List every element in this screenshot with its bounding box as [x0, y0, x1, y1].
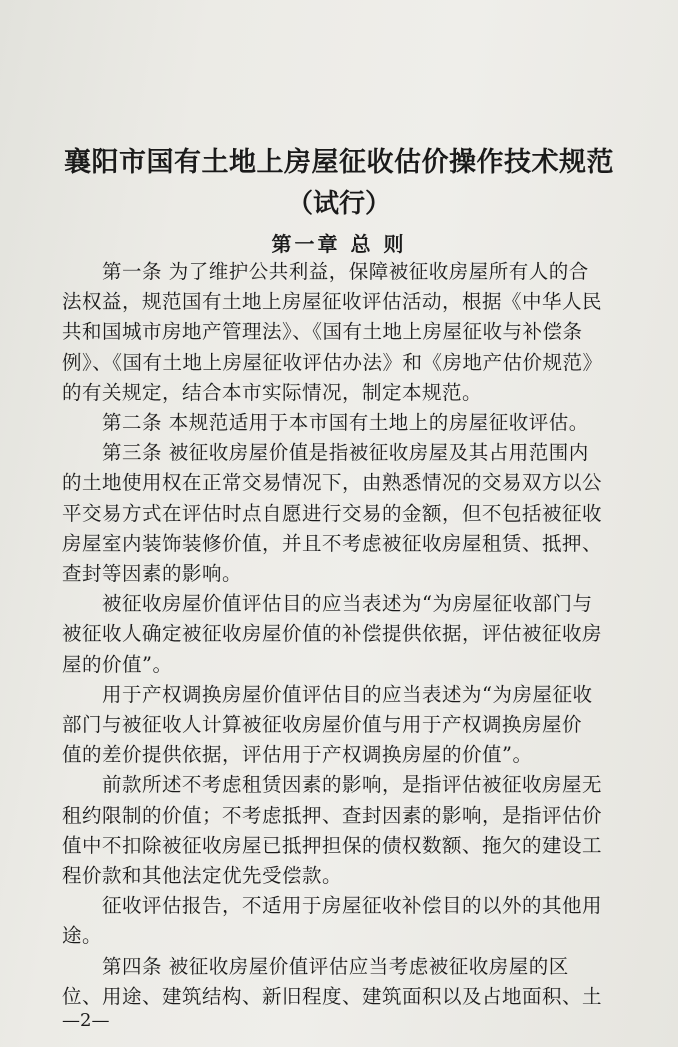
body-line: 值中不扣除被征收房屋已抵押担保的债权数额、拖欠的建设工 — [62, 833, 603, 857]
body-line: 查封等因素的影响。 — [62, 562, 243, 585]
body-line: 途。 — [62, 924, 103, 948]
body-line: 法权益，规范国有土地上房屋征收评估活动，根据《中华人民 — [62, 290, 603, 314]
body-line: 前款所述不考虑租赁因素的影响，是指评估被征收房屋无 — [102, 773, 603, 797]
body-line: 程价款和其他法定优先受偿款。 — [62, 864, 343, 887]
body-line: 第三条 被征收房屋价值是指被征收房屋及其占用范围内 — [102, 441, 589, 465]
body-line: 平交易方式在评估时点自愿进行交易的金额，但不包括被征收 — [62, 501, 603, 525]
body-line: 用于产权调换房屋价值评估目的应当表述为“为房屋征收 — [102, 682, 593, 706]
body-line: 第四条 被征收房屋价值评估应当考虑被征收房屋的区 — [102, 954, 569, 978]
document-title: 襄阳市国有土地上房屋征收估价操作技术规范 — [64, 147, 614, 178]
body-line: 征收评估报告，不适用于房屋征收补偿目的以外的其他用 — [102, 894, 603, 918]
body-line: 第一条 为了维护公共利益，保障被征收房屋所有人的合 — [102, 260, 589, 283]
body-line: 被征收人确定被征收房屋价值的补偿提供依据，评估被征收房 — [62, 622, 603, 646]
body-line: 值的差价提供依据，评估用于产权调换房屋的价值”。 — [62, 743, 533, 767]
body-line: 例》、《国有土地上房屋征收评估办法》和《房地产估价规范》 — [62, 350, 603, 374]
body-line: 被征收房屋价值评估目的应当表述为“为房屋征收部门与 — [102, 592, 593, 616]
body-line: 第二条 本规范适用于本市国有土地上的房屋征收评估。 — [102, 411, 589, 434]
body-line: 租约限制的价值；不考虑抵押、查封因素的影响，是指评估价 — [62, 803, 603, 827]
body-line: 的土地使用权在正常交易情况下，由熟悉情况的交易双方以公 — [62, 471, 603, 495]
body-line: 部门与被征收人计算被征收房屋价值与用于产权调换房屋价 — [62, 713, 583, 736]
chapter-heading: 第一章 总 则 — [271, 232, 407, 256]
body-line: 的有关规定，结合本市实际情况，制定本规范。 — [62, 380, 483, 404]
body-line: 屋的价值”。 — [62, 652, 173, 676]
body-line: 共和国城市房地产管理法》、《国有土地上房屋征收与补偿条 — [62, 320, 583, 344]
body-line: 位、用途、建筑结构、新旧程度、建筑面积以及占地面积、土 — [62, 984, 603, 1008]
document-subtitle: （试行） — [286, 189, 391, 219]
page-number: —2— — [62, 1010, 110, 1031]
body-line: 房屋室内装饰装修价值，并且不考虑被征收房屋租赁、抵押、 — [62, 531, 603, 555]
